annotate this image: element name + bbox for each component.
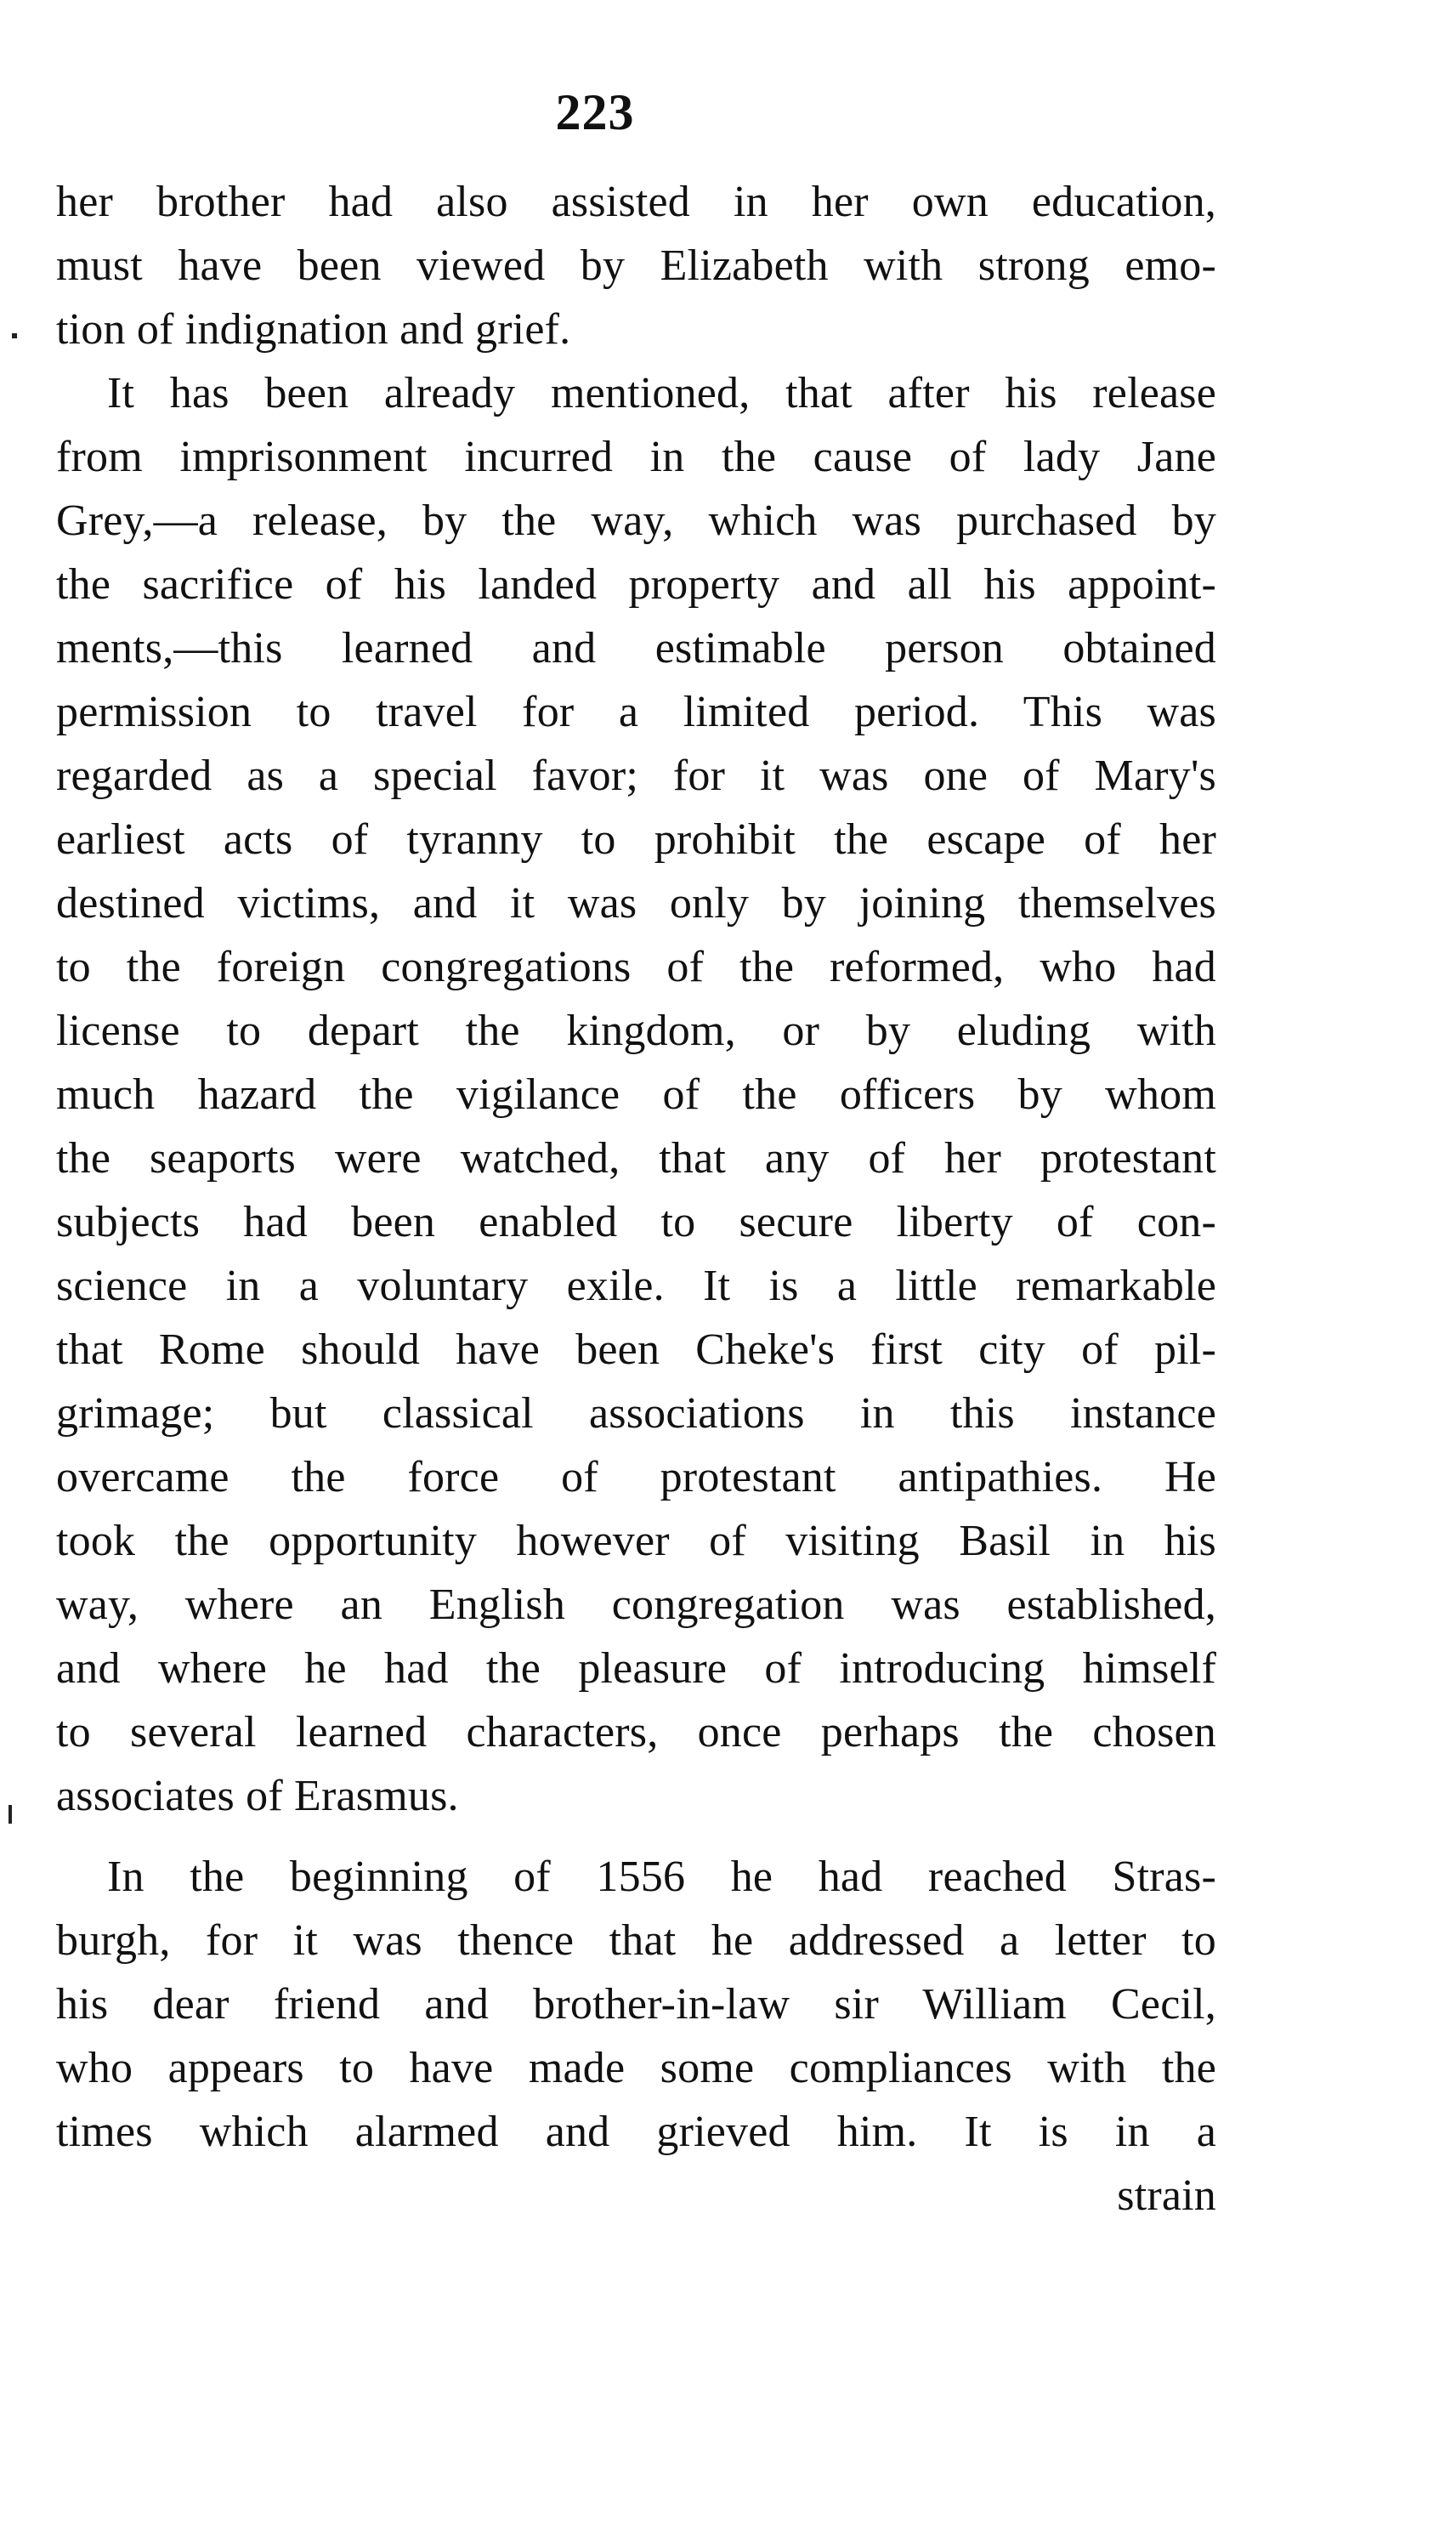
- text-line: her brother had also assisted in her own education,: [56, 178, 1216, 226]
- text-line: ments,—this learned and estimable person obtained: [56, 624, 1216, 672]
- margin-mark: [8, 1805, 12, 1824]
- text-line: subjects had been enabled to secure liberty of con-: [56, 1198, 1216, 1246]
- text-line: In the beginning of 1556 he had reached Stras-: [107, 1853, 1216, 1901]
- text-line: associates of Erasmus.: [56, 1772, 459, 1820]
- text-line: who appears to have made some compliances with the: [56, 2044, 1216, 2092]
- text-line: and where he had the pleasure of introducing himself: [56, 1644, 1216, 1693]
- text-line: grimage; but classical associations in this instance: [56, 1389, 1216, 1438]
- text-line: burgh, for it was thence that he addressed a letter to: [56, 1916, 1216, 1965]
- margin-mark: [12, 333, 17, 338]
- text-line: to several learned characters, once perhaps the chosen: [56, 1708, 1216, 1756]
- text-line: much hazard the vigilance of the officers by whom: [56, 1070, 1216, 1119]
- text-line: science in a voluntary exile. It is a little remarkable: [56, 1262, 1216, 1310]
- paragraph-gap: [56, 1828, 1216, 1845]
- paragraph: [56, 170, 1216, 361]
- text-line: tion of indignation and grief.: [56, 305, 571, 354]
- text-line: must have been viewed by Elizabeth with strong emo-: [56, 241, 1216, 290]
- text-line: license to depart the kingdom, or by eluding with: [56, 1007, 1216, 1055]
- text-line: Grey,—a release, by the way, which was purchased by: [56, 497, 1216, 545]
- paragraph: [56, 1845, 1216, 2227]
- text-line: It has been already mentioned, that after his release: [107, 369, 1216, 417]
- text-line: earliest acts of tyranny to prohibit the escape of her: [56, 815, 1216, 864]
- text-line: his dear friend and brother-in-law sir William Cecil,: [56, 1980, 1216, 2029]
- text-line: destined victims, and it was only by joining themselves: [56, 879, 1216, 928]
- text-line: to the foreign congregations of the reformed, who had: [56, 943, 1216, 991]
- text-line: regarded as a special favor; for it was one of Mary's: [56, 752, 1216, 800]
- text-line: the sacrifice of his landed property and all his appoint-: [56, 560, 1216, 609]
- text-line: overcame the force of protestant antipathies. He: [56, 1453, 1216, 1501]
- text-line: took the opportunity however of visiting Basil in his: [56, 1517, 1216, 1565]
- body-text: [56, 170, 1216, 2227]
- text-line: way, where an English congregation was established,: [56, 1580, 1216, 1629]
- text-line: from imprisonment incurred in the cause of lady Jane: [56, 433, 1216, 481]
- text-line: permission to travel for a limited period. This was: [56, 688, 1216, 736]
- paragraph: [56, 361, 1216, 1828]
- text-line: the seaports were watched, that any of her protestant: [56, 1134, 1216, 1183]
- page-number: 223: [555, 84, 635, 140]
- text-line: times which alarmed and grieved him. It is in a: [56, 2108, 1216, 2156]
- catchword: strain: [1117, 2171, 1216, 2220]
- text-line: that Rome should have been Cheke's first city of pil-: [56, 1325, 1216, 1374]
